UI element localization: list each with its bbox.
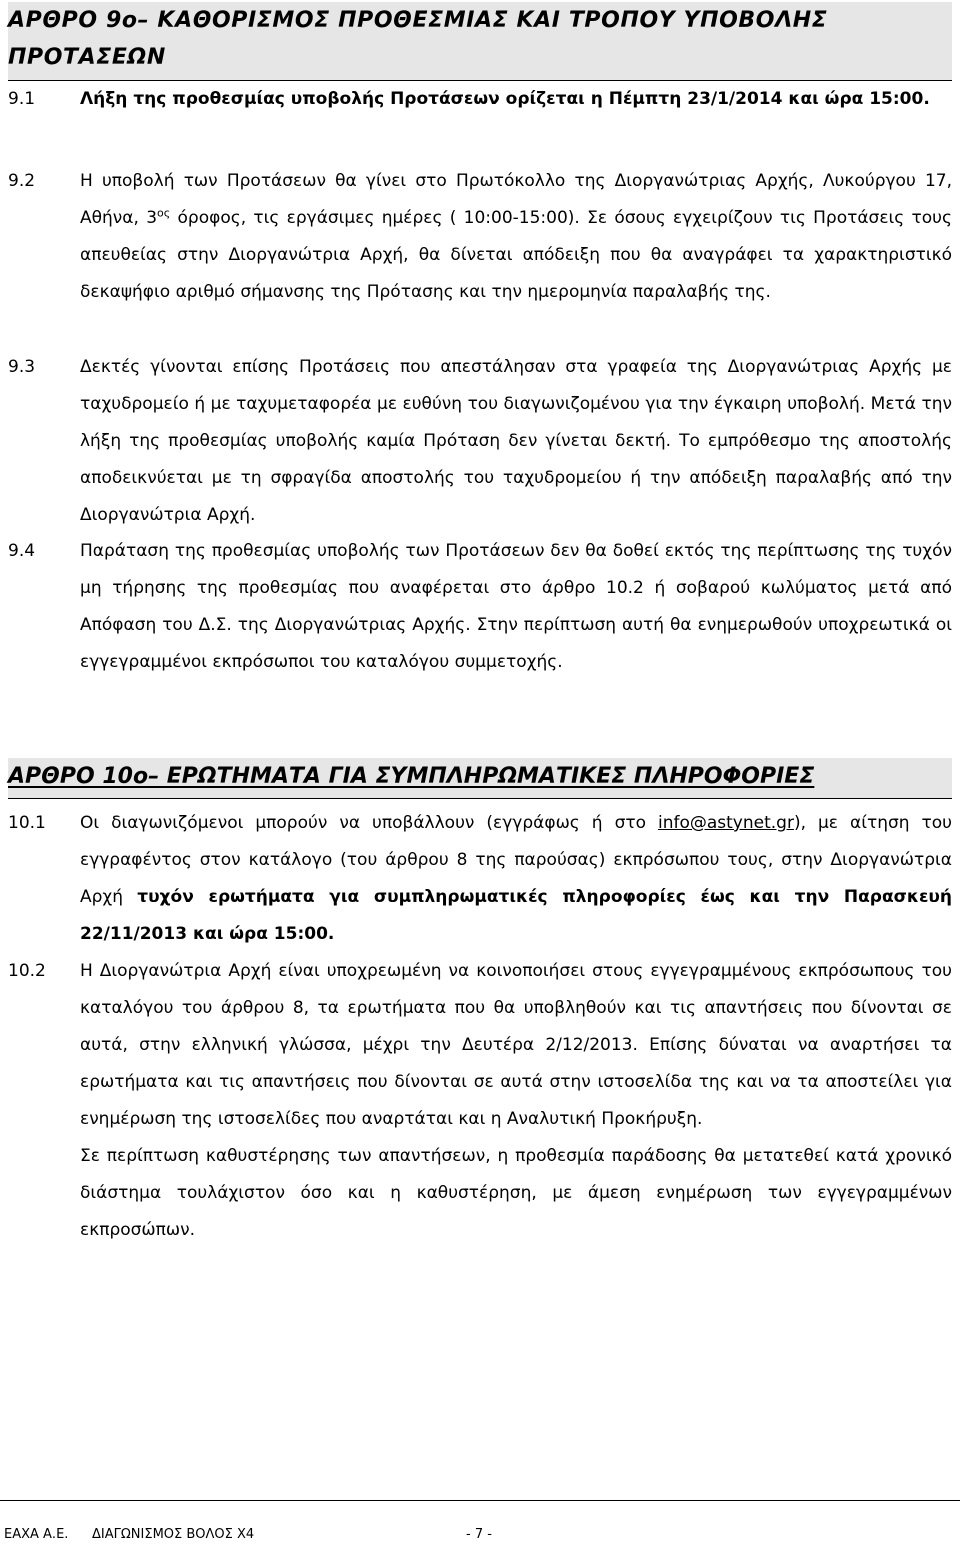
section-9-1 (8, 81, 952, 118)
ordinal-superscript: ος (157, 206, 171, 220)
footer-org: ΕΑΧΑ Α.Ε. (4, 1527, 69, 1542)
section-text: Η Διοργανώτρια Αρχή είναι υποχρεωμένη να κοινοποιήσει στους εγγεγραμμένους εκπρόσωπους του καταλόγου του άρθρου 8, τα ερωτήματα που θα υποβληθούν και τις απαντήσεις που δίνονται σε αυτά, στην ελληνική γλώσσα, μέχρι την Δευτέρα 2/12/2013. Επίσης δύναται να αναρτήσει τα ερωτήματα και τις απαντήσεις που δίνονται σε αυτά στην ιστοσελίδα της και να τα αποστείλει για ενημέρωση της ιστοσελίδες που αναρτάται και η Αναλυτική Προκήρυξη. (80, 961, 952, 1129)
page-number: - 7 - (466, 1527, 492, 1542)
article-9-title-line2: ΠΡΟΤΑΣΕΩΝ (8, 45, 166, 70)
section-10-1 (8, 805, 952, 953)
section-9-4 (8, 533, 952, 681)
section-text: Λήξη της προθεσμίας υποβολής Προτάσεων ορίζεται η Πέμπτη 23/1/2014 και ώρα 15:00. (80, 89, 930, 109)
section-number: 10.1 (8, 813, 46, 833)
article-10-title: ΑΡΘΡΟ 10ο– ΕΡΩΤΗΜΑΤΑ ΓΙΑ ΣΥΜΠΛΗΡΩΜΑΤΙΚΕΣ ΠΛΗΡΟΦΟΡΙΕΣ (8, 764, 815, 789)
section-text-continued: Σε περίπτωση καθυστέρησης των απαντήσεων, η προθεσμία παράδοσης θα μετατεθεί κατά χρονικό διάστημα τουλάχιστον όσο και η καθυστέρηση, με άμεση ενημέρωση των εγγεγραμμένων εκπροσώπων. (80, 1146, 952, 1240)
section-text: Δεκτές γίνονται επίσης Προτάσεις που απεστάλησαν στα γραφεία της Διοργανώτριας Αρχής με ταχυδρομείο ή με ταχυμεταφορέα με ευθύνη του διαγωνιζομένου για την έγκαιρη υποβολή. Μετά την λήξη της προθεσμίας υποβολής καμία Πρόταση δεν γίνεται δεκτή. Το εμπρόθεσμο της αποστολής αποδεικνύεται με τη σφραγίδα αποστολής του ταχυδρομείου ή την απόδειξη παραλαβής από την Διοργανώτρια Αρχή. (80, 357, 952, 525)
section-9-2 (8, 163, 952, 311)
section-10-2 (8, 953, 952, 1249)
section-9-3 (8, 349, 952, 534)
deadline-bold-text: τυχόν ερωτήματα για συμπληρωματικές πληροφορίες έως και την Παρασκευή 22/11/2013 και ώρα 15:00. (80, 887, 952, 944)
section-number: 9.1 (8, 89, 36, 109)
footer-contest: ΔΙΑΓΩΝΙΣΜΟΣ ΒΟΛΟΣ Χ4 (92, 1527, 255, 1542)
section-number: 9.3 (8, 357, 36, 377)
article-10-heading (8, 758, 952, 799)
section-number: 9.2 (8, 171, 36, 191)
article-9-title-line1: ΑΡΘΡΟ 9ο– ΚΑΘΟΡΙΣΜΟΣ ΠΡΟΘΕΣΜΙΑΣ ΚΑΙ ΤΡΟΠΟΥ ΥΠΟΒΟΛΗΣ (8, 8, 828, 33)
section-text: Παράταση της προθεσμίας υποβολής των Προτάσεων δεν θα δοθεί εκτός της περίπτωσης της τυχόν μη τήρησης της προθεσμίας που αναφέρεται στο άρθρο 10.2 ή σοβαρού κωλύματος μετά από Απόφαση του Δ.Σ. της Διοργανώτριας Αρχής. Στην περίπτωση αυτή θα ενημερωθούν υποχρεωτικά οι εγγεγραμμένοι εκπρόσωποι του καταλόγου συμμετοχής. (80, 541, 952, 672)
section-number: 10.2 (8, 961, 46, 981)
section-number: 9.4 (8, 541, 36, 561)
section-text: Η υποβολή των Προτάσεων θα γίνει στο Πρωτόκολλο της Διοργανώτριας Αρχής, Λυκούργου 17, Αθήνα, $3^{o\varsigma}$ όροφος, τις εργάσιμες ημέρες ( 10:00-15:00). Σε όσους εγχειρίζουν τις Προτάσεις τους απευθείας στην Διοργανώτρια Αρχή, θα δίνεται απόδειξη που θα αναγράφει τα χαρακτηριστικό δεκαψήφιο αριθμό σήμανσης της Πρότασης και την ημερομηνία παραλαβής της. (80, 171, 952, 302)
section-text: Οι διαγωνιζόμενοι μπορούν να υποβάλλουν (εγγράφως ή στο info@astynet.gr), με αίτηση του εγγραφέντος στον κατάλογο (του άρθρου 8 της παρούσας) εκπρόσωπου τους, στην Διοργανώτρια Αρχή τυχόν ερωτήματα για συμπληρωματικές πληροφορίες έως και την Παρασκευή 22/11/2013 και ώρα 15:00. (80, 813, 952, 944)
email-link[interactable]: info@astynet.gr (657, 813, 794, 833)
article-9-heading (8, 2, 952, 81)
page-footer (0, 1500, 960, 1548)
